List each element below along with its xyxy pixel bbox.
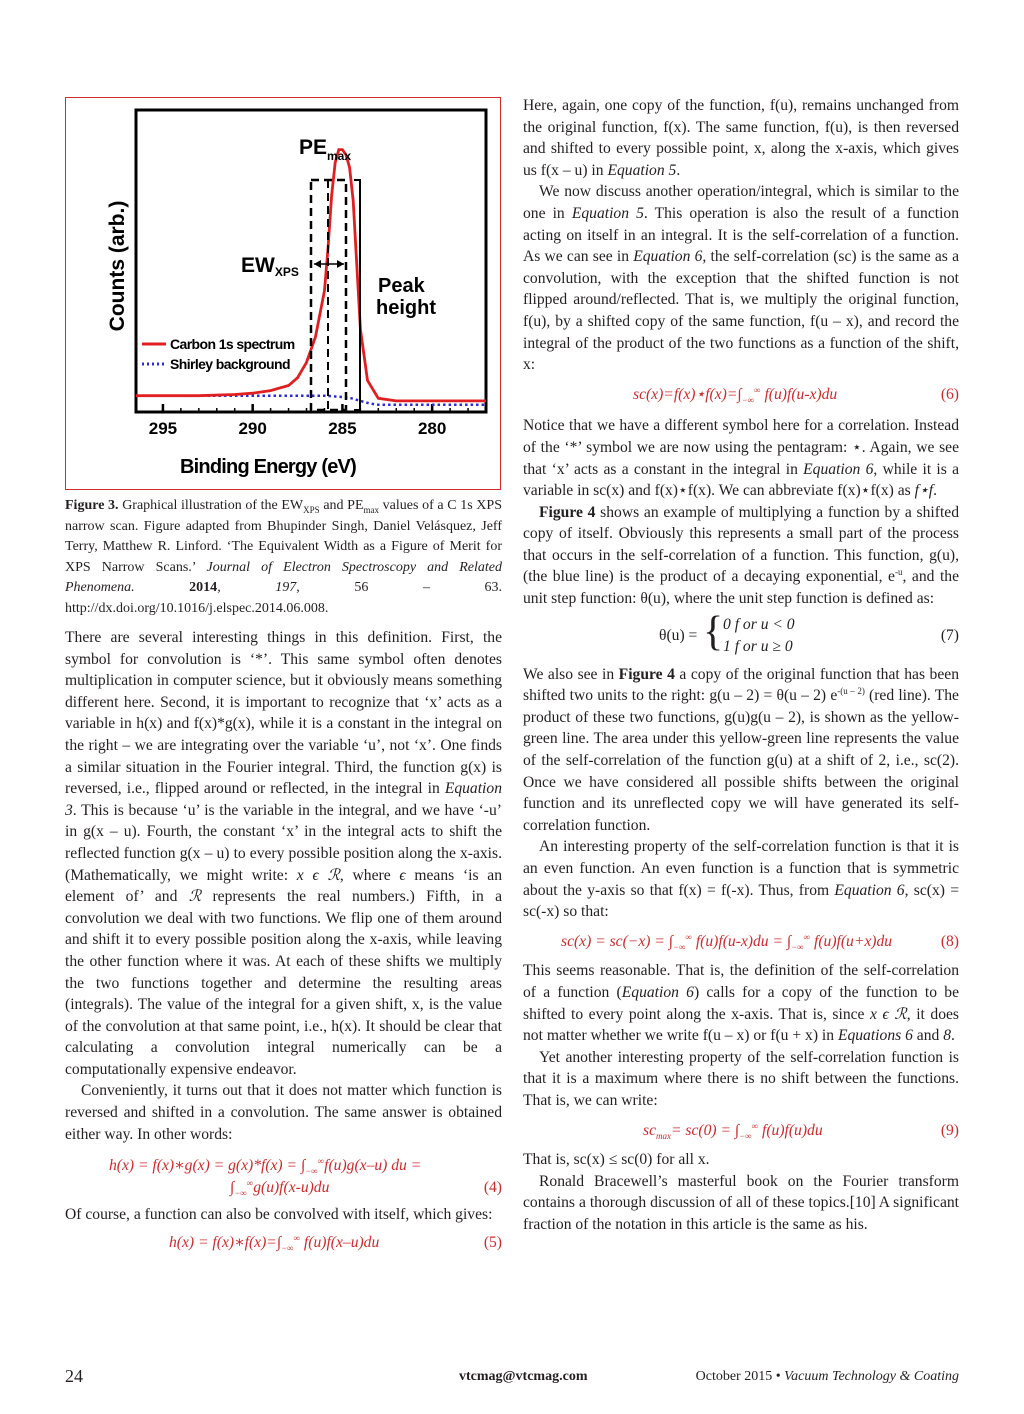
- xps-chart: [66, 98, 499, 488]
- paragraph: Notice that we have a different symbol here for a correlation. Instead of the ‘*’ symbol we are now using the pentagram: ⋆. Again, we see that ‘x’ acts as a constant in the integral in Equation 6, while it is a variable in sc(x) and f(x)⋆f(x). We can abbreviate f(x)⋆f(x) as f⋆f.: [523, 417, 960, 500]
- equation-8: $sc(x) = sc(-x) = \int_{-\infty}^\infty$ $f(u)f(u-x)du = \int_{-\infty}^\infty$ f(u)f(u+x)du (8): [561, 931, 959, 952]
- paragraph: Of course, a function can also be convolved with itself, which gives:: [65, 1206, 493, 1224]
- legend-spectrum-label: Carbon 1s spectrum: [170, 336, 295, 352]
- caption-sub: max: [363, 504, 380, 515]
- equation-4: h(x) = f(x)∗g(x) = $g(x)*f(x) = \int_{-\infty}^\infty f(u)g(x-u)$ du = $\int_{-\infty}^\infty g(u)f(x-u)du$ (4): [109, 1156, 502, 1198]
- paragraph: Here, again, one copy of the function, f(u), remains unchanged from the original function, f(x). The same function, f(u), is then reversed and shifted to every possible point, x, along the x-axis, which gives us f(x – u) in Equation 5.: [523, 97, 959, 179]
- peak-label: Peak: [378, 275, 425, 297]
- x-tick-labels: [149, 419, 447, 438]
- paragraph: There are several interesting things in this definition. First, the symbol for convolution is ‘*’. This same symbol often denotes multiplication in computer science, but it obviously means something different here. Second, it is important to recognize that ‘x’ acts as a variable in h(x) and f(x)*g(x), while it is a constant in the integral on the right – we are integrating over the variable ‘u’, not ‘x’. One finds a similar situation in the Fourier integral. Third, the function g(x) is reversed, i.e., flipped around or reflected, in the integral in Equation 3. This is because ‘u’ is the variable in the integral, and we have ‘-u’ in g(x – u). Fourth, the constant ‘x’ in the integral acts to shift the reflected function g(x – u) to every possible position along the x-axis. (Mathematically, we might write: x ϵ ℛ, where ϵ means ‘is an element of’ and ℛ represents the real numbers.) Fifth, in a convolution we deal with two functions. We flip one of them around and shift it to every possible position along the x-axis, while leaving the other function where it was. At each of these shifts we multiply the two functions together and determine the resulting areas (integrals). The value of the integral for a given shift, x, is the value of the convolution at that same point, i.e., h(x). It should be clear that calculating a convolution integral numerically can be a computationally expensive endeavor.: [65, 629, 502, 1078]
- tick-label: 285: [328, 419, 357, 438]
- caption-journal: Journal of Electron Spectroscopy and Related Phenomena.: [65, 559, 502, 595]
- y-axis-label: Counts (arb.): [106, 200, 129, 332]
- x-axis-label: Binding Energy (eV): [180, 456, 356, 478]
- tick-label: 280: [417, 419, 447, 438]
- page-number: 24: [65, 1366, 83, 1386]
- paragraph: This seems reasonable. That is, the definition of the self-correlation of a function (Equation 6) calls for a copy of the function to be shifted to every point along the x-axis. That is, since x ϵ ℛ, it does not matter whether we write f(u – x) or f(u + x) in Equations 6 and 8.: [523, 962, 960, 1045]
- paragraph: Conveniently, it turns out that it does not matter which function is reversed and shifted in a convolution. The same answer is obtained either way. In other words:: [65, 1082, 502, 1143]
- left-column: [65, 627, 502, 1260]
- caption-volume: 197: [275, 580, 297, 595]
- tick-label: 295: [148, 419, 178, 438]
- right-column: [523, 95, 959, 1236]
- ew-xps-label: EWXPS: [241, 254, 299, 279]
- paragraph: An interesting property of the self-correlation function is that it is an even function. An even function is a function that is symmetric about the y-axis so that f(x) = f(-x). Thus, from Equation 6, sc(x) = sc(-x) so that:: [523, 838, 959, 921]
- legend-background-label: Shirley background: [170, 356, 290, 372]
- figure-3: [65, 97, 501, 490]
- paragraph: Yet another interesting property of the self-correlation function is that it is a maximum where there is no shift between the functions. That is, we can write:: [523, 1048, 959, 1109]
- caption-year: 2014: [134, 580, 218, 595]
- paragraph: That is, sc(x) ≤ sc(0) for all x.: [523, 1151, 710, 1169]
- page-footer: [65, 1366, 959, 1390]
- caption-doi: , 56 – 63. http://dx.doi.org/10.1016/j.elspec.2014.06.008.: [65, 580, 503, 616]
- paragraph: Ronald Bracewell’s masterful book on the Fourier transform contains a thorough discussion of all of these topics.[10] A significant fraction of the notation in this article is the same as his.: [523, 1172, 959, 1233]
- caption-sub: XPS: [303, 504, 320, 515]
- footer-issue: October 2015 • Vacuum Technology & Coating: [695, 1369, 959, 1384]
- equation-9: $sc_{max}= sc(0) = \int_{-\infty}^\infty$ f(u)f(u)du (9): [643, 1120, 959, 1141]
- caption-label: Figure 3.: [65, 498, 119, 513]
- caption-text: Graphical illustration of the EW: [118, 498, 304, 513]
- equation-5: $h(x) = f(x)∗f(x)=\int_{-\infty}^\infty$ f(u)f(x–u)du (5): [169, 1232, 502, 1254]
- footer-email[interactable]: vtcmag@vtcmag.com: [459, 1369, 588, 1384]
- paragraph: We now discuss another operation/integral, which is similar to the one in Equation 5. This operation is also the result of a function acting on itself in an integral. It is the self-correlation of a function. As we can see in Equation 6, the self-correlation (sc) is the same as a convolution, with the exception that the shifted function is not flipped around/reflected. That is, we multiply the original function, f(u), by a shifted copy of the same function, f(u – x), and record the integral of the product of the two functions as a function of the shift, x:: [523, 183, 960, 374]
- height-label: height: [376, 297, 436, 319]
- figure-caption: Figure 3. Graphical illustration of the $EW_{XPS}$ and $PE_{max}$ values of a C 1s XPS narrow scan. Figure adapted from Bhupinder Singh, Daniel Velásquez, Jeff Terry, Matthew R. Linford. ‘The Equivalent Width as a Figure of Merit for XPS Narrow Scans.’ Journal of Electron Spectroscopy and Related Phenomena. 2014, 197, 56 – 63. http://dx.doi.org/10.1016/j.elspec.2014.06.008.: [65, 498, 503, 616]
- equation-7: θ(u) = { 0 f or u < 0 1 f or u ≥ 0 (7): [659, 608, 959, 655]
- tick-label: 290: [238, 419, 267, 438]
- paragraph: We also see in Figure 4 a copy of the original function that has been shifted two units to the right: g(u – 2) = θ(u – 2) $e^{-(u - 2)}$ (red line). The product of these two functions, g(u)g(u – 2), is shown as the yellow-green line. The area under this yellow-green line represents the value of the self-correlation of the function g(u) at a shift of 2, i.e., sc(2). Once we have considered all possible shifts between the original function and its unreflected copy we will have generated its self-correlation function.: [523, 665, 959, 834]
- caption-text: and PE: [319, 498, 364, 513]
- equation-6: $sc(x)=f(x)⋆f(x)=\int_{-\infty}^\infty$ f(u)f(u-x)du (6): [633, 384, 959, 405]
- paragraph: Figure 4 shows an example of multiplying a function by a shifted copy of itself. Obviously this represents a small part of the process that occurs in the self-correlation of a function. This function, g(u), (the blue line) is the product of a decaying exponential, $e^{-u}$, and the unit step function: θ(u), where the unit step function is defined as:: [523, 503, 960, 608]
- pe-max-label: $PE_{max}$: [299, 136, 352, 163]
- caption-text: values of a C 1s XPS narrow scan. Figure adapted from Bhupinder Singh, Daniel Velásquez, Jeff Terry, Matthew R. Linford. ‘The Equivalent Width as a Figure of Merit for XPS Narrow Scans.’: [65, 498, 502, 575]
